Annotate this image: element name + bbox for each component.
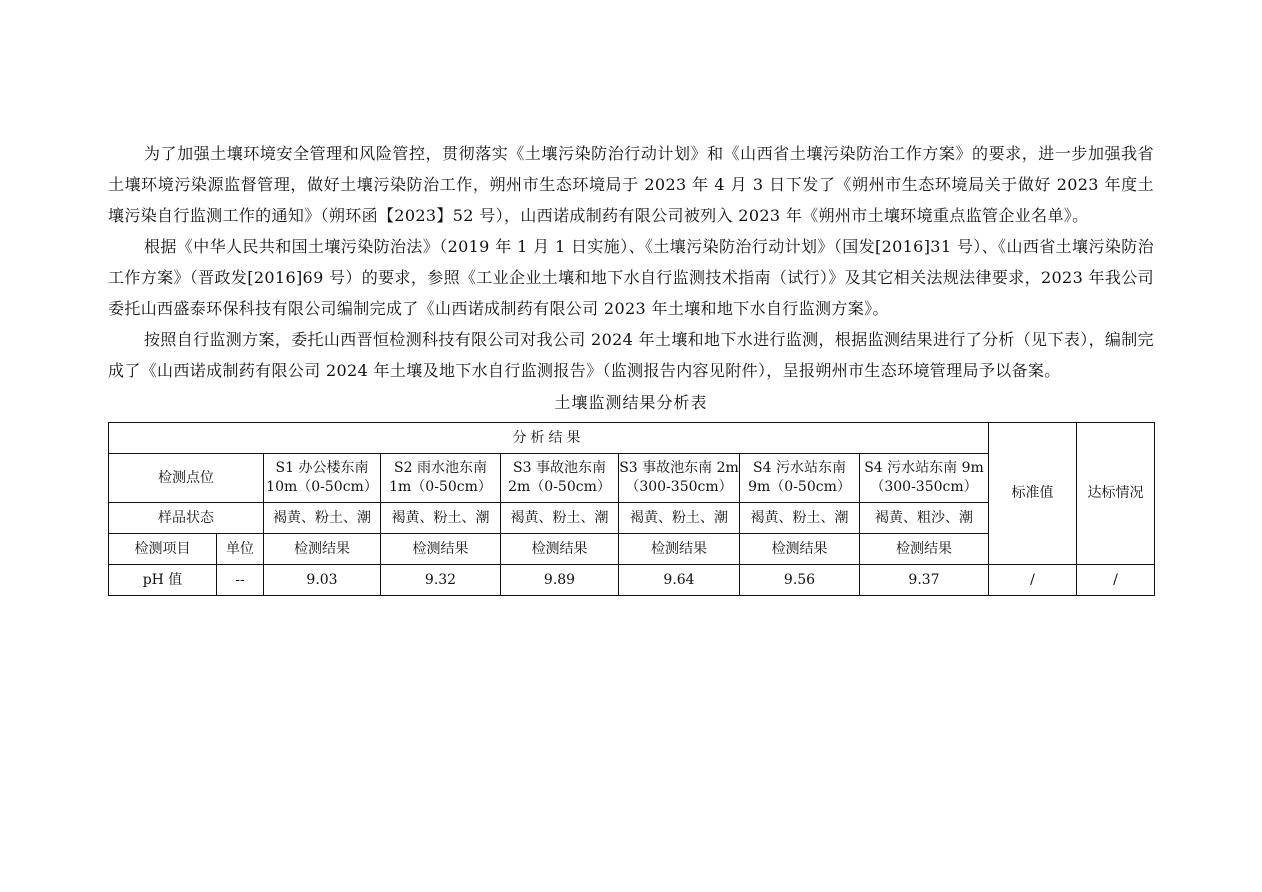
point-cell — [619, 454, 740, 503]
result-value-cell: 9.03 — [264, 565, 381, 596]
point-name: S4 污水站东南 9m — [864, 460, 984, 476]
paragraph-2: 根据《中华人民共和国土壤污染防治法》（2019 年 1 月 1 日实施）、《土壤污染防治行动计划》（国发[2016]31 号）、《山西省土壤污染防治工作方案》（晋政发[2016]69 号）的要求，参照《工业企业土壤和地下水自行监测技术指南（试行）》及其它相关法规法律要求，2023 年我公司委托山西盛泰环保科技有限公司编制完成了《山西诺成制药有限公司 2023 年土壤和地下水自行监测方案》。 — [108, 237, 1154, 318]
result-label-cell: 检测结果 — [264, 534, 381, 565]
result-label-cell: 检测结果 — [860, 534, 989, 565]
sample-state-cell: 褐黄、粉土、潮 — [381, 503, 501, 534]
unit-cell: -- — [217, 565, 264, 596]
analysis-results-header: 分析结果 — [109, 423, 989, 454]
point-cell — [860, 454, 989, 503]
point-name: S1 办公楼东南 — [275, 460, 369, 476]
sample-state-label: 样品状态 — [109, 503, 264, 534]
standard-value-header: 标准值 — [989, 423, 1077, 565]
result-label-cell: 检测结果 — [619, 534, 740, 565]
paragraph-1: 为了加强土壤环境安全管理和风险管控，贯彻落实《土壤污染防治行动计划》和《山西省土壤污染防治工作方案》的要求，进一步加强我省土壤环境污染源监督管理，做好土壤污染防治工作，朔州市生态环境局于 2023 年 4 月 3 日下发了《朔州市生态环境局关于做好 2023 年度土壤污染自行监测工作的通知》（朔环函【2023】52 号），山西诺成制药有限公司被列入 2023 年《朔州市土壤环境重点监管企业名单》。 — [108, 144, 1154, 225]
point-name: S3 事故池东南 2m — [619, 460, 739, 476]
result-value-cell: 9.32 — [381, 565, 501, 596]
sample-state-cell: 褐黄、粗沙、潮 — [860, 503, 989, 534]
result-value-cell: 9.37 — [860, 565, 989, 596]
table-row — [109, 565, 1155, 596]
test-item-label: 检测项目 — [109, 534, 217, 565]
point-name: S2 雨水池东南 — [394, 460, 487, 476]
unit-label: 单位 — [217, 534, 264, 565]
standard-value-cell: / — [989, 565, 1077, 596]
sample-state-cell: 褐黄、粉土、潮 — [740, 503, 860, 534]
test-item-cell: pH 值 — [109, 565, 217, 596]
table-caption: 土壤监测结果分析表 — [554, 393, 708, 412]
sample-state-cell: 褐黄、粉土、潮 — [264, 503, 381, 534]
point-depth: 10m（0-50cm） — [266, 479, 378, 495]
result-value-cell: 9.89 — [501, 565, 619, 596]
sample-state-cell: 褐黄、粉土、潮 — [619, 503, 740, 534]
point-depth: 2m（0-50cm） — [508, 479, 611, 495]
point-depth: 1m（0-50cm） — [389, 479, 492, 495]
point-depth: （300-350cm） — [870, 479, 978, 495]
point-cell — [501, 454, 619, 503]
point-name: S3 事故池东南 — [513, 460, 606, 476]
document-page — [108, 138, 1154, 596]
sample-state-cell: 褐黄、粉土、潮 — [501, 503, 619, 534]
sampling-point-label: 检测点位 — [109, 454, 264, 503]
result-label-cell: 检测结果 — [381, 534, 501, 565]
result-value-cell: 9.64 — [619, 565, 740, 596]
point-cell — [381, 454, 501, 503]
point-name: S4 污水站东南 — [753, 460, 846, 476]
point-cell — [264, 454, 381, 503]
soil-results-table — [108, 422, 1155, 596]
compliance-header: 达标情况 — [1077, 423, 1155, 565]
paragraph-3: 按照自行监测方案，委托山西晋恒检测科技有限公司对我公司 2024 年土壤和地下水进行监测，根据监测结果进行了分析（见下表），编制完成了《山西诺成制药有限公司 2024 年土壤及地下水自行监测报告》（监测报告内容见附件），呈报朔州市生态环境管理局予以备案。 — [108, 330, 1154, 380]
point-cell — [740, 454, 860, 503]
point-depth: （300-350cm） — [625, 479, 733, 495]
point-depth: 9m（0-50cm） — [748, 479, 851, 495]
result-value-cell: 9.56 — [740, 565, 860, 596]
result-label-cell: 检测结果 — [501, 534, 619, 565]
compliance-cell: / — [1077, 565, 1155, 596]
result-label-cell: 检测结果 — [740, 534, 860, 565]
